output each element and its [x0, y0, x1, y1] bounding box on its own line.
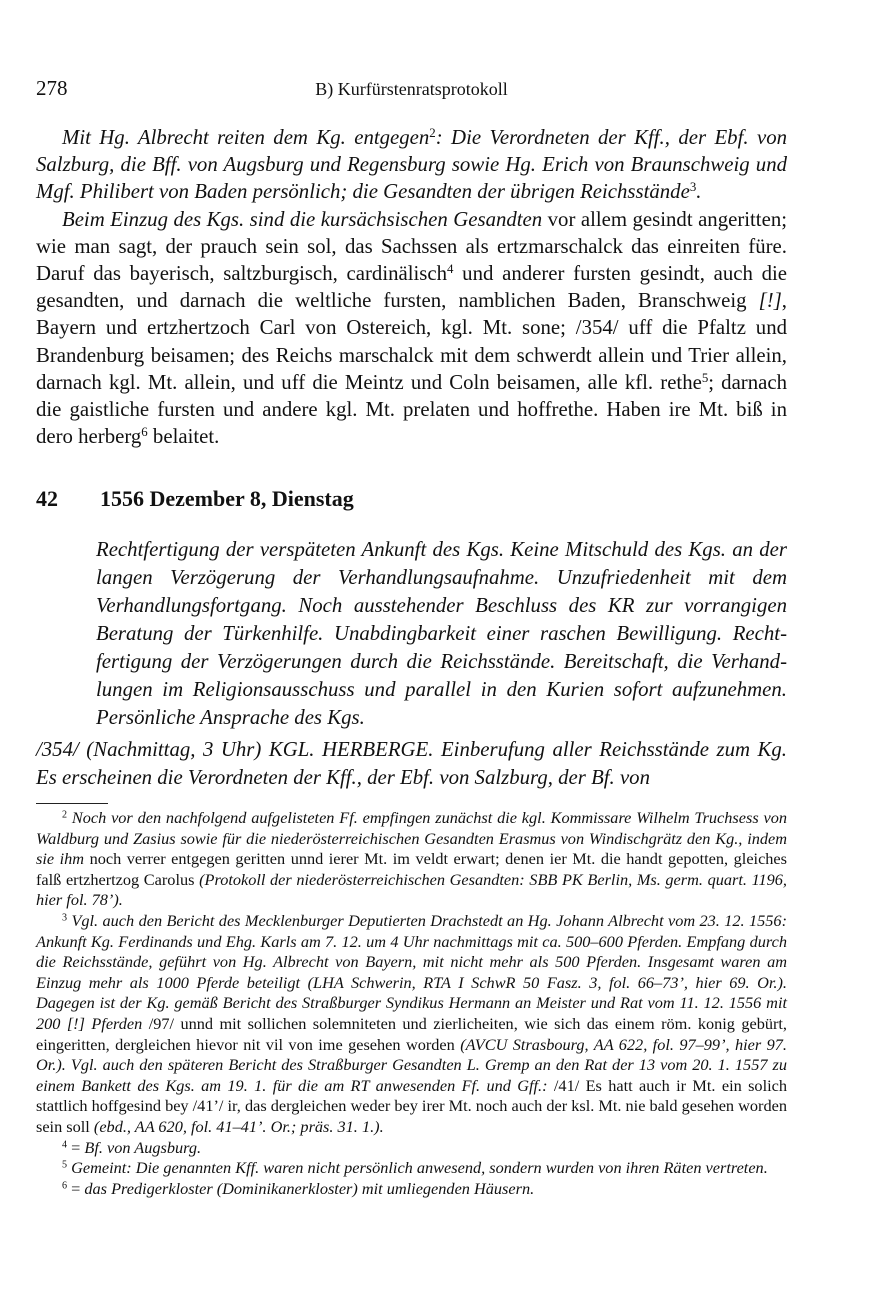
- footnote-ref-5[interactable]: 5: [701, 370, 709, 385]
- footnote-text: =: [71, 1178, 85, 1198]
- footnote-2: [36, 808, 787, 911]
- intro-p2-e: belaitet.: [147, 425, 220, 449]
- footnote-ref-6[interactable]: 6: [141, 425, 148, 440]
- page-number: 278: [36, 76, 68, 100]
- footnote-text: (AVCU Strasbourg, AA 622, fol. 97–99’, hier 97. Or.). Vgl. auch den späteren Bericht des Straßburger Gesandten L. Gremp an den Rat der 13 vom 20. 1. 1557 zu einem Bankett des Kgs. am 19. 1. für die am RT anwesenden Ff. und Gff.:: [36, 1034, 787, 1095]
- footnote-text: das Predigerkloster (Dominikanerkloster) mit umliegenden Häusern.: [84, 1178, 535, 1198]
- sic-mark: [!]: [758, 289, 782, 313]
- footnote-mark: 3: [62, 912, 68, 924]
- document-date: 1556 Dezember 8, Dienstag: [100, 486, 354, 511]
- footnote-text: (Protokoll der niederösterreichischen Gesandten: SBB PK Berlin, Ms. germ. quart. 1196, hier fol. 78’).: [36, 869, 787, 910]
- footnote-text: (ebd., AA 620, fol. 41–41’. Or.; präs. 31. 1.).: [93, 1116, 384, 1136]
- intro-paragraph-1: [36, 124, 787, 206]
- footnote-ref-2[interactable]: 2: [429, 125, 436, 140]
- document-summary: Rechtfertigung der verspäteten Ankunft des Kgs. Keine Mitschuld des Kgs. an der langen Verzögerung der Verhandlungsaufnahme. Unzufriedenheit mit dem Verhandlungsfortgang. Noch ausstehender Beschluss des KR zur vorrangigen Beratung der Türkenhilfe. Unabdingbarkeit einer raschen Bewilligung. Rechtfertigung der Verzögerungen durch die Reichsstände. Bereitschaft, die Verhandlungen im Religionsausschuss und parallel in den Kurien sofort aufzunehmen. Persönliche Ansprache des Kgs.: [96, 538, 787, 729]
- footnotes: [36, 808, 787, 1199]
- intro-p2-d: ; darnach die gaistliche fursten und andere kgl. Mt. prelaten und hoffrethe. Haben ire Mt. biß in dero herberg: [36, 370, 787, 449]
- footnote-text: Bf. von Augsburg.: [84, 1137, 202, 1157]
- intro-p1-text: Mit Hg. Albrecht reiten dem Kg. entgegen: [62, 126, 430, 149]
- footnote-4: [36, 1138, 787, 1159]
- footnote-3: [36, 911, 787, 1138]
- document-heading: [36, 486, 354, 512]
- footnote-mark: 2: [62, 809, 68, 821]
- document-number: 42: [36, 486, 58, 511]
- footnote-mark: 5: [62, 1159, 68, 1171]
- footnote-mark: 6: [62, 1180, 68, 1192]
- footnote-ref-4[interactable]: 4: [447, 261, 454, 276]
- footnote-text: noch verrer entgegen geritten unnd ierer Mt. im veldt erwart; denen ier Mt. die handt gepotten, gleiches falß ertzhertzog Carolus: [36, 849, 787, 889]
- footnote-mark: 4: [62, 1138, 68, 1150]
- running-head: B) Kurfürstenratsprotokoll: [315, 79, 508, 99]
- intro-p1-rest: : Die Verordneten der Kff., der Ebf. von Salzburg, die Bff. von Augsburg und Regensburg sowie Hg. Erich von Braunschweig und Mgf. Philibert von Baden persönlich; die Gesandten der übrigen Reichsstände: [36, 126, 787, 204]
- footnote-text: Vgl. auch den Bericht des Mecklenburger Deputierten Drachstedt an Hg. Johann Albrecht vom 23. 12. 1556: Ankunft Kg. Ferdinands und Ehg. Karls am 7. 12. um 4 Uhr nachmittags mit ca. 500–600 Pferden. Empfang durch die Reichsstände, geführt von Hg. Albrecht von Bayern, mit nicht mehr als 500 Pferden. Insgesamt waren am Einzug mehr als 1000 Pferde beteiligt (LHA Schwerin, RTA I SchwR 50 Fasz. 3, fol. 66–73’, hier 69. Or.). Dagegen ist der Kg. gemäß Bericht des Straßburger Syndikus Hermann an Meister und Rat vom 11. 12. 1556 mit 200 [!] Pferden: [36, 910, 787, 1033]
- footnote-text: Noch vor den nachfolgend aufgelisteten Ff. empfingen zunächst die kgl. Kommissare Wilhelm Truchsess von Waldburg und Zasius sowie für die niederösterreichischen Gesandten Erasmus von Windischgrätz den Kg., indem sie ihm: [36, 808, 787, 869]
- intro-p1-end: .: [696, 180, 702, 204]
- footnote-text: Gemeint: Die genannten Kff. waren nicht persönlich anwesend, sondern wurden von ihren Räten vertreten.: [71, 1158, 768, 1178]
- page-header: [36, 76, 787, 106]
- document-body: /354/ (Nachmittag, 3 Uhr) KGL. HERBERGE. Einberufung aller Reichsstände zum Kg. Es erscheinen die Verordneten der Kff., der Ebf. von Salzburg, der Bf. von: [36, 738, 787, 789]
- intro-p2-a: vor allem gesindt angeritten; wie man sagt, der prauch sein sol, das Sachssen als ertzmarschalck das einreiten füre. Daruf das bayerisch, saltzburgisch, cardinälisch: [36, 207, 787, 286]
- footnote-5: [36, 1158, 787, 1179]
- intro-p2-b: und anderer fursten gesindt, auch die gesandten, und darnach die weltliche fursten, namblichen Baden, Branschweig: [36, 262, 787, 313]
- footnote-text: /97/ unnd mit sollichen solemniteten und zierlicheiten, wie sich das einem röm. konig gebürt, eingeritten, dergleichen hievor nit vil von ime gesehen worden: [36, 1013, 787, 1054]
- footnote-text: =: [71, 1137, 85, 1157]
- intro-paragraph-2: [36, 206, 787, 451]
- footnote-6: [36, 1179, 787, 1200]
- intro-block: [36, 124, 787, 450]
- footnote-ref-3[interactable]: 3: [689, 180, 697, 195]
- intro-p2-c: , Bayern und ertzhertzoch Carl von Ostereich, kgl. Mt. sone; /354/ uff die Pfaltz und Brandenburg beisamen; des Reichs marschalck mit dem schwerdt allein und Trier allein, darnach kgl. Mt. allein, und uff die Meintz und Coln beisamen, alle kfl. rethe: [36, 289, 787, 394]
- footnote-text: /41/ Es hatt auch ir Mt. ein solich stattlich hoffgesind bey /41’/ ir, das dergleichen weder bey irer Mt. noch auch der ksl. Mt. nie bald gesehen worden sein soll: [36, 1075, 787, 1136]
- footnote-divider: [36, 803, 108, 804]
- intro-p2-italic: Beim Einzug des Kgs. sind die kursächsischen Gesandten: [62, 207, 543, 231]
